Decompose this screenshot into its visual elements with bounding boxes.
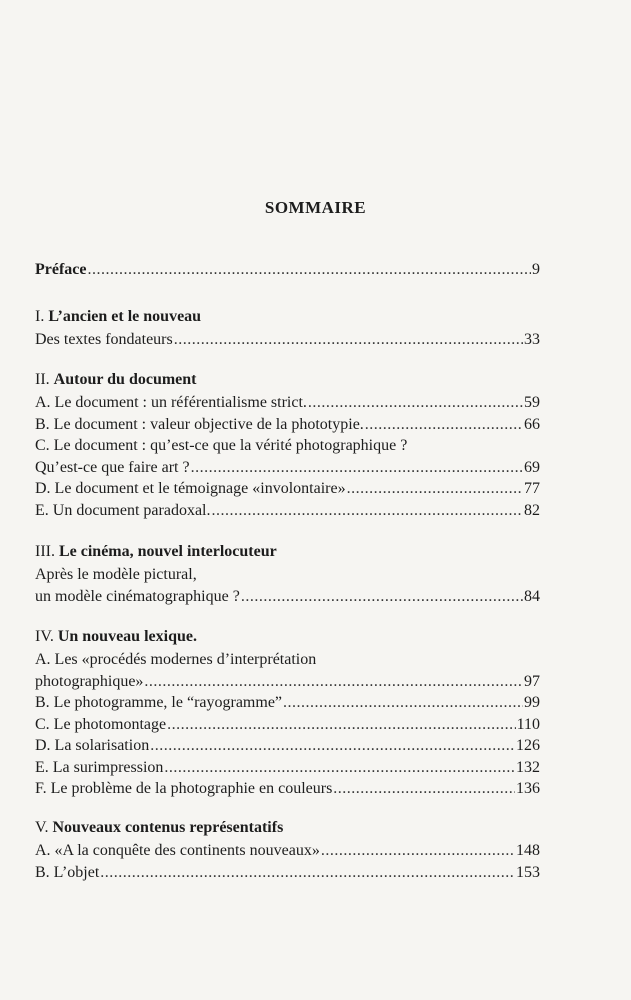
entry-text: Qu’est-ce que faire art ?	[35, 458, 190, 476]
leader-dots	[212, 500, 524, 522]
leader-dots	[365, 414, 523, 436]
leader-dots	[164, 757, 515, 779]
section-heading	[35, 306, 540, 329]
entry-text-line: Après le modèle pictural,	[35, 566, 197, 583]
page-number: 69	[524, 458, 540, 476]
page-title: SOMMAIRE	[264, 198, 367, 217]
entry-text-line: A. Les «procédés modernes d’interprétation	[35, 651, 317, 668]
toc-entry	[35, 500, 540, 522]
leader-dots	[174, 329, 523, 351]
toc-entry	[35, 671, 540, 693]
toc-section-2	[35, 369, 540, 521]
section-number: I.	[35, 308, 45, 325]
section-title: Autour du document	[53, 371, 197, 388]
section-number: III.	[35, 543, 55, 560]
toc-section-5	[35, 817, 540, 883]
entry-text: B. L’objet	[35, 863, 100, 881]
toc-entry	[35, 414, 540, 436]
page-number: 33	[524, 331, 540, 348]
leader-dots	[347, 478, 523, 500]
page-number: 97	[524, 672, 540, 690]
toc-entry	[35, 692, 540, 714]
toc-entry	[35, 714, 540, 736]
page-number: 110	[516, 715, 540, 733]
toc-entry	[35, 778, 540, 800]
page-number: 84	[524, 587, 540, 605]
toc-section-3	[35, 541, 540, 607]
leader-dots	[333, 778, 515, 800]
page-number: 148	[516, 842, 540, 859]
leader-dots	[283, 692, 523, 714]
toc-preface	[35, 259, 540, 281]
entry-text: E. La surimpression	[35, 758, 164, 776]
section-title: Le cinéma, nouvel interlocuteur	[58, 543, 277, 560]
toc-entry	[35, 735, 540, 757]
section-number: IV.	[35, 628, 54, 645]
section-number: II.	[35, 371, 50, 388]
entry-text: A. «A la conquête des continents nouveaux»	[35, 842, 320, 859]
toc-entry	[35, 840, 540, 862]
leader-dots	[321, 840, 515, 862]
leader-dots	[241, 586, 523, 608]
toc-entry	[35, 329, 540, 351]
leader-dots	[88, 259, 531, 281]
entry-text: E. Un document paradoxal.	[35, 501, 211, 519]
entry-text-line: C. Le document : qu’est-ce que la vérité photographique ?	[35, 437, 408, 454]
entry-text: C. Le photomontage	[35, 715, 167, 733]
page-number: 66	[524, 415, 540, 433]
entry-text: A. Le document : un référentialisme strict.	[35, 394, 307, 411]
section-heading	[35, 541, 540, 564]
entry-text: Des textes fondateurs	[35, 331, 173, 348]
toc-entry	[35, 457, 540, 479]
preface-label: Préface	[35, 261, 87, 278]
page-number: 132	[516, 758, 540, 776]
leader-dots	[150, 735, 515, 757]
page-number: 9	[532, 261, 540, 278]
page-number: 153	[516, 863, 540, 881]
section-heading	[35, 817, 540, 840]
toc-section-1	[35, 306, 540, 351]
toc-entry	[35, 259, 540, 281]
page-number: 82	[524, 501, 540, 519]
leader-dots	[191, 457, 523, 479]
entry-text: B. Le document : valeur objective de la phototypie.	[35, 415, 364, 433]
entry-text: F. Le problème de la photographie en couleurs	[35, 780, 333, 797]
leader-dots	[144, 671, 523, 693]
section-title: L’ancien et le nouveau	[48, 308, 202, 325]
entry-text: B. Le photogramme, le “rayogramme”	[35, 694, 283, 711]
toc-section-4	[35, 626, 540, 800]
entry-text: D. La solarisation	[35, 737, 150, 754]
page-number: 77	[524, 480, 540, 497]
leader-dots	[100, 862, 515, 884]
page-number: 59	[524, 394, 540, 411]
leader-dots	[167, 714, 516, 736]
section-title: Un nouveau lexique.	[57, 628, 197, 645]
toc-entry	[35, 478, 540, 500]
entry-text: D. Le document et le témoignage «involontaire»	[35, 480, 346, 497]
toc-entry	[35, 392, 540, 414]
toc-entry	[35, 586, 540, 608]
leader-dots	[308, 392, 523, 414]
page-number: 136	[516, 780, 540, 797]
section-title: Nouveaux contenus représentatifs	[52, 819, 284, 836]
page-number: 99	[524, 694, 540, 711]
page-number: 126	[516, 737, 540, 754]
toc-entry	[35, 757, 540, 779]
section-number: V.	[35, 819, 49, 836]
toc-entry	[35, 862, 540, 884]
section-heading	[35, 626, 540, 649]
section-heading	[35, 369, 540, 392]
entry-text: photographique»	[35, 672, 144, 690]
entry-text: un modèle cinématographique ?	[35, 587, 240, 605]
